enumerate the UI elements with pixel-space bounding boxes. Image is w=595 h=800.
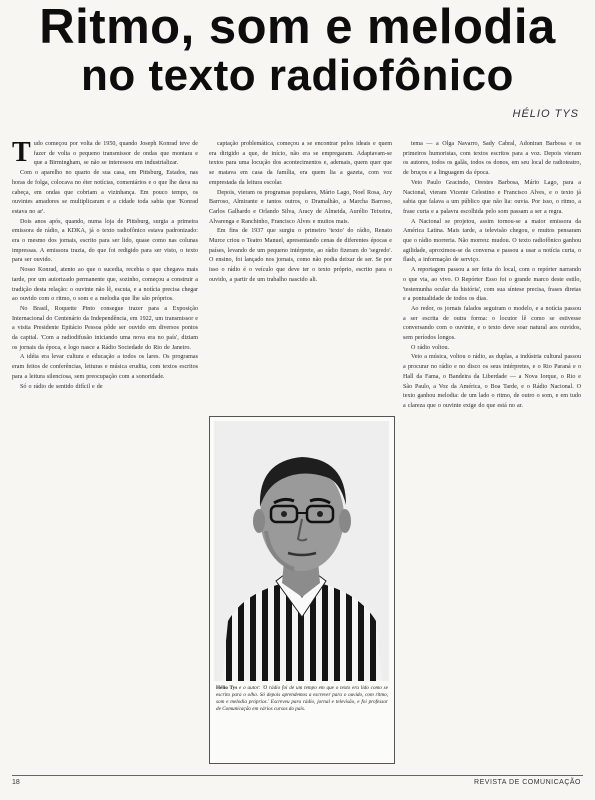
- page-number: 18: [12, 779, 20, 786]
- paragraph: Veio Paulo Gracindo, Orestes Barbosa, Mário Lago, para a Nacional, vieram Vicente Celestino e Francisco Alves, e o texto já sabia que falava a um público que não lia: ouvia. Por isso, o ritmo, a frase curta e a palavra escolhida pelo som passam a ser a regra.: [403, 179, 581, 215]
- paragraph: tema — a Olga Navarro, Sady Cabral, Adoniran Barbosa e os primeiros humoristas, com textos escritos para a voz. Depois vieram os autores, todos os galãs, todos os donos, em seu local de radioteatro, de bruços e a linguagem da época.: [403, 141, 581, 177]
- caption-lead: Hélio Tys: [216, 685, 238, 691]
- paragraph: Só o rádio de sentido difícil e de: [20, 383, 103, 390]
- paragraph: A reportagem passou a ser feita do local, com o repórter narrando o que via, ao vivo. O Repórter Esso foi o grande marco deste estilo, 'testemunha ocular da história', com sua síntese precisa, frases diretas e a pontualidade de todos os dias.: [403, 267, 581, 303]
- paragraph: Nosso Konrad, atento ao que o sucedia, recebia o que chegava mais tarde, por um autorizado permanente que, sozinho, começou a construir a tradição desta relação: o ouvinte não lê, escuta, e a notícia precisa chegar ao ouvido com o ritmo, o som e a melodia que lhe são próprios.: [12, 267, 198, 303]
- author-portrait-photo: [214, 421, 389, 681]
- paragraph: Dois anos após, quando, numa loja de Pittsburg, surgia a primeira emissora de rádio, a KDKA, já o texto radiofônico estava padronizado: era o mesmo dos jornais, escrito para ser lido, quase como nas colunas impressas. A emissora trazia, do que foi redigido para ser visto, o texto para ser ouvido.: [12, 218, 198, 264]
- article-title-line-1: Ritmo, som e melodia: [39, 0, 556, 54]
- portrait-illustration: [214, 421, 389, 681]
- article-column-1: [12, 140, 198, 765]
- paragraph: Veio a música, voltou o rádio, as duplas, a indústria cultural passou a procurar no rádio e no disco os seus intérpretes, e o Rio Paraná e o Hall da Fama, o Bandeira da Liberdade — a Nova Iorque, o Rio e São Paulo, a Voz da América, o Boa Tarde, e o Rádio Nacional. O texto ganhou melodia: de um lado o ritmo, de outro o som, e em tudo a clareza que o ouvinte exige do que está no ar.: [403, 354, 581, 409]
- paragraph: O rádio voltou.: [411, 344, 450, 351]
- paragraph: Depois, vieram os programas populares, Mário Lago, Noel Rosa, Ary Barroso, Almirante e tantos outros, o Dramalhão, a Marcha Barroso, Carlos Galhardo e Orlando Silva, Aracy de Almeida, Aurélio Teixeira, Alvarenga e Ranchinho, Francisco Alves e muitos mais.: [209, 189, 392, 225]
- paragraph: Em fins de 1937 que surgiu o primeiro 'texto' do rádio, Renato Murce criou o Teatro Manuel, apresentando cenas de diferentes épocas e países, levando de um pequeno intérprete, ao rádio fizeram do 'segredo'. O ensino, foi lançado nos jornais, como não podia deixar de ser. Se por isso o rádio é o veículo que deve ter o texto próprio, escrito para o ouvido, a partir de um trabalho nascido ali.: [209, 228, 392, 283]
- paragraph: captação problemática, começou a se encontrar pelos ideais e quem era dirigido a que, de início, não era se empregaram. Adaptavam-se textos para uma locução dos acontecimentos e, ademais, quem quer que se matava em casa da família, era quem lia a gazeta, com voz emprestada da leitura escolar.: [209, 141, 392, 186]
- footer-divider: [12, 775, 583, 776]
- article-column-2: [209, 140, 392, 405]
- portrait-figure: [209, 416, 395, 764]
- paragraph: A Nacional se projetou, assim tornou-se a maior emissora da América Latina. Mais tarde, a televisão chegou, e muitos pensaram que o rádio morreria. Não morreu: mudou. O texto radiofônico ganhou agilidade, aproximou-se da conversa e passou a usar a notícia curta, o flash, a informação de serviço.: [403, 218, 581, 264]
- paragraph: Ao redor, os jornais falados seguiram o modelo, e a notícia passou a ser escrita de outra forma: o locutor lê como se estivesse conversando com o ouvinte, e o texto deve soar natural aos ouvidos, sem períodos longos.: [403, 305, 581, 342]
- paragraph: No Brasil, Roquette Pinto consegue trazer para a Exposição Internacional do Centenário da Independência, em 1922, um transmissor e a visita Presidente Epitácio Pessoa pôde ser ouvido em diversos pontos da capital. 'Com a radiodifusão iniciando uma nova era no país', diziam os jornais da época, e logo nasce a Rádio Sociedade do Rio de Janeiro.: [12, 305, 198, 351]
- caption-text: e o autor: 'O rádio foi de um tempo em que o texto era lido como se escrito para o olho. Só depois aprendemos a escrever para o ouvido, com ritmo, som e melodia próprios.' Escreveu para rádio, jornal e televisão, e foi professor de Comunicação em vários cursos do país.: [216, 685, 388, 712]
- paragraph: A idéia era levar cultura e educação a todos os lares. Os programas eram feitos de conferências, leituras e música erudita, com textos escritos para a leitura silenciosa, sem preocupação com a sonoridade.: [12, 354, 198, 380]
- drop-cap: T: [12, 140, 31, 168]
- paragraph: udo começou por volta de 1950, quando Joseph Konrad teve de fazer de volta o pequeno transmissor de ondas que montara e que a Birmingham, se não se interessou em industrializar.: [33, 141, 198, 167]
- magazine-name: REVISTA DE COMUNICAÇÃO: [474, 779, 581, 786]
- photo-caption: [216, 685, 388, 759]
- paragraph: Com o aparelho no quarto de sua casa, em Pittsburg, Estados, nas horas de folga, colocava no éter notícias, comentários e o que lhe dava na cabeça, em ondas que cobriam a vizinhança. Em pouco tempo, os ouvintes amadores se multiplicaram e a cidade toda sabia que 'Konrad estava no ar'.: [12, 170, 198, 215]
- author-byline: HÉLIO TYS: [512, 108, 579, 120]
- article-column-3: [403, 140, 581, 765]
- article-title-line-2: no texto radiofônico: [81, 51, 514, 100]
